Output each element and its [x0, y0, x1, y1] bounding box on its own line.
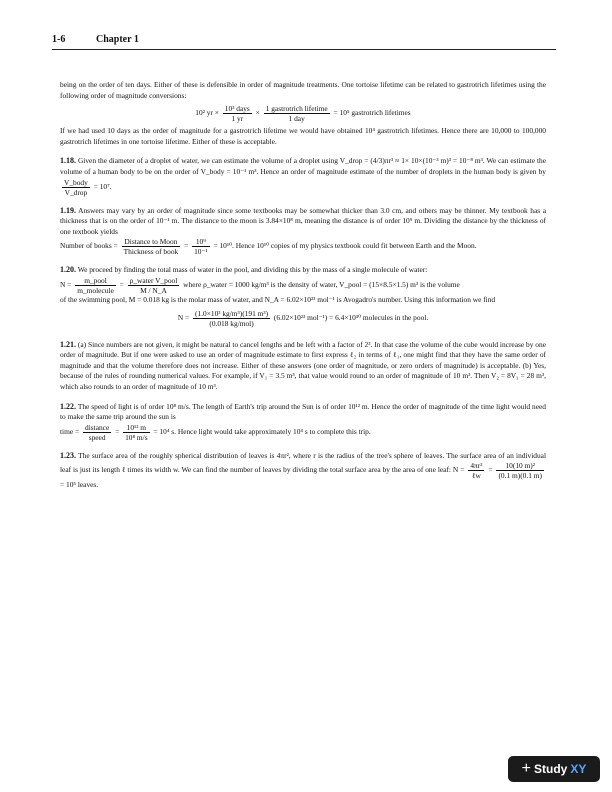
fraction: (1.0×10³ kg/m³)(191 m³) (0.018 kg/mol): [195, 308, 269, 328]
fraction: Distance to Moon Thickness of book: [123, 237, 179, 257]
problem-number: 1.20.: [60, 265, 76, 275]
pool-equation: N = (1.0×10³ kg/m³)(191 m³) (0.018 kg/mol) (6.02×10²³ mol⁻¹) = 6.4×10³⁰ molecules in the pool.: [177, 308, 429, 328]
fraction: distance speed: [85, 422, 110, 442]
time-equation: time = distance speed = $\frac{\text{10¹² m}}{\text{10⁸ m/s}}$ = 10⁴ s. Hence light would take approximately 10⁴ s to complete this trip.: [60, 422, 371, 442]
problem-1-22: 1.22. The speed of light is of order 10⁸ m/s. The length of Earth's trip around the Sun is of order 10¹² m. Hence the order of magnitude of the time light would need to make the same trip around the sun is: [60, 401, 546, 422]
fraction: 1 gastrotrich lifetime 1 day: [265, 104, 328, 124]
document-body: [60, 80, 546, 491]
fraction: m_pool m_molecule: [77, 275, 114, 295]
header-rule: [52, 49, 556, 50]
problem-1-20: 1.20. We proceed by finding the total mass of water in the pool, and dividing this by the mass of a single molecule of water:: [60, 265, 428, 275]
problem-number: 1.21.: [60, 339, 76, 349]
fraction: ρ_water V_pool M / N_A: [129, 275, 178, 295]
conversion-equation: 10² yr × 10³ days 1 yr × 1 gastrotrich lifetime 1 day = 10⁵ gastrotrich lifetimes: [195, 104, 411, 124]
problem-number: 1.18.: [60, 156, 76, 166]
problem-1-19: 1.19. Answers may vary by an order of magnitude since some textbooks may be somewhat thicker than 3.0 cm, and others may be thinner. My textbook has a thickness that is on the order of 10⁻¹ m. The distance to the moon is 3.84×10⁸ m, meaning the distance is of order 10⁹ m. Dividing the distance by the thickness of one textbook yields: [60, 205, 546, 236]
fraction: $\frac{\text{10(10 m)²}}{(0.1 m)(0.1 m)}$: [498, 461, 542, 481]
books-equation: Number of books = Distance to Moon Thickness of book = $\frac{\text{10⁹}}{\text{10⁻¹}}$ = 10¹⁰. Hence 10¹⁰ copies of my physics textbook could fit between Earth and the Moon.: [60, 237, 477, 257]
fraction: 4πr² ℓw: [470, 461, 483, 481]
plus-icon: +: [521, 760, 531, 777]
molecule-equation: N = m_pool m_molecule = ρ_water V_pool M / N_A where ρ_water = 1000 kg/m³ is the density of water, V_pool = (15×8.5×1.5) m³ is the volume: [60, 275, 460, 295]
intro-paragraph: being on the order of ten days. Either of these is defensible in order of magnitude treatments. One tortoise lifetime can be related to gastrotrich lifetimes using the following order of magnitude conversions:: [60, 80, 546, 100]
problem-number: 1.22.: [60, 401, 76, 411]
studyxy-logo: + Study XY: [508, 756, 600, 782]
intro-conclusion: If we had used 10 days as the order of magnitude for a gastrotrich lifetime we would have obtained 10⁴ gastrotrich lifetimes. Hence there are 10,000 to 100,000 gastrotrich lifetimes in one tortoise lifetime. Either of these is acceptable.: [60, 126, 546, 146]
problem-1-23: 1.23. The surface area of the roughly spherical distribution of leaves is 4πr², where r is the radius of the tree's sphere of leaves. The surface area of an individual leaf is just its length ℓ times its width w. We can find the number of leaves by dividing the total surface area by the area of one leaf: N = 4πr² ℓw = $\frac{\text{10(10 m)²}}{(0.1 m)(0.1 m)}$ = 10⁵ leaves.: [60, 450, 547, 490]
pool-paragraph: of the swimming pool, M = 0.018 kg is the molar mass of water, and N_A = 6.02×10²³ mol⁻¹ is Avogadro's number. Using this information we find: [60, 294, 496, 304]
fraction: $\frac{\text{10¹² m}}{\text{10⁸ m/s}}$: [125, 422, 148, 442]
problem-number: 1.19.: [60, 205, 76, 215]
chapter-title: Chapter 1: [96, 34, 139, 45]
problem-1-18: 1.18. Given the diameter of a droplet of water, we can estimate the volume of a droplet using V_drop = (4/3)πr³ ≈ 1× 10×(10⁻³ m)³ = 10⁻⁸ m³. We can estimate the volume of a human body to be on the order of V_body = 10⁻¹ m³. Hence an order of magnitude estimate of the number of droplets in the human body is given by V_body V_drop = 10⁷.: [60, 156, 546, 197]
fraction: 10³ days 1 yr: [224, 104, 250, 124]
problem-number: 1.23.: [60, 450, 76, 460]
page-number: 1-6: [52, 34, 66, 45]
problem-1-21: 1.21. (a) Since numbers are not given, it might be natural to cancel lengths and be left with a factor of 2³. In that case the volume of the cube would increase by one order of magnitude. But if one were asked to use an order of magnitude estimate to first express ℓ₂ in terms of ℓ₁, one might find that they have the same order of magnitude and that the volume therefore does not increase. Either of these answers (one order of magnitude, or zero orders of magnitude) is acceptable. (b) Yes, because of the rules of rounding numerical values. For example, if V₁ = 3.5 m³, that value would round to an order of magnitude of 10 m³. Then V₂ = 8V₁ = 28 m³, which also rounds to an order of magnitude of 10 m³.: [60, 339, 546, 391]
fraction: $\frac{\text{10⁹}}{\text{10⁻¹}}$: [194, 237, 208, 257]
page-header: [52, 34, 556, 48]
fraction: V_body V_drop: [64, 177, 88, 197]
